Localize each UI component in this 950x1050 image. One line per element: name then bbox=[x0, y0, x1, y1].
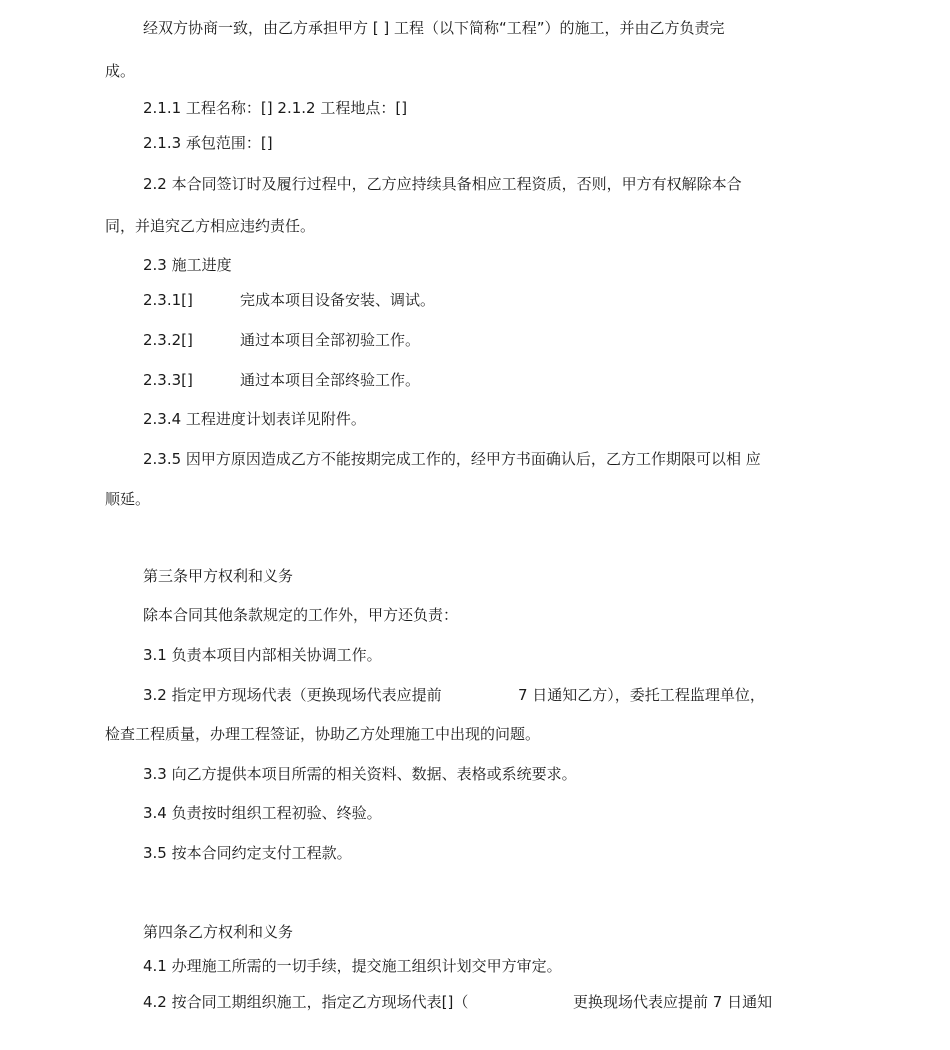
paragraph-intro-line1: 经双方协商一致，由乙方承担甲方 [ ] 工程（以下简称“工程”）的施工，并由乙方负责完 bbox=[143, 19, 725, 37]
clause-3-3: 3.3 向乙方提供本项目所需的相关资料、数据、表格或系统要求。 bbox=[143, 765, 577, 783]
clause-text-part1: 4.2 按合同工期组织施工，指定乙方现场代表[]（ bbox=[143, 993, 469, 1011]
clause-2-3-heading: 2.3 施工进度 bbox=[143, 256, 232, 274]
clause-2-1-1: 2.1.1 工程名称：[] 2.1.2 工程地点：[] bbox=[143, 99, 408, 117]
clause-text-part2: 7 日通知乙方），委托工程监理单位， bbox=[518, 686, 765, 704]
paragraph-intro-line2: 成。 bbox=[105, 62, 136, 80]
clause-2-3-5-line2: 顺延。 bbox=[105, 490, 151, 508]
clause-text: 通过本项目全部终验工作。 bbox=[240, 371, 421, 389]
clause-4-2 bbox=[143, 992, 772, 1012]
clause-2-3-3 bbox=[143, 370, 420, 390]
clause-4-1: 4.1 办理施工所需的一切手续，提交施工组织计划交甲方审定。 bbox=[143, 957, 562, 975]
clause-number: 2.3.3[] bbox=[143, 371, 193, 389]
clause-text: 完成本项目设备安装、调试。 bbox=[240, 291, 436, 309]
clause-number: 2.3.2[] bbox=[143, 331, 193, 349]
clause-2-3-5-line1: 2.3.5 因甲方原因造成乙方不能按期完成工作的，经甲方书面确认后，乙方工作期限可以相 应 bbox=[143, 450, 761, 468]
clause-2-3-2 bbox=[143, 330, 420, 350]
clause-2-1-3: 2.1.3 承包范围：[] bbox=[143, 134, 273, 152]
clause-3-5: 3.5 按本合同约定支付工程款。 bbox=[143, 844, 352, 862]
clause-3-4: 3.4 负责按时组织工程初验、终验。 bbox=[143, 804, 382, 822]
clause-3-1: 3.1 负责本项目内部相关协调工作。 bbox=[143, 646, 382, 664]
clause-2-3-1 bbox=[143, 290, 435, 310]
article-4-title: 第四条乙方权利和义务 bbox=[143, 923, 294, 941]
clause-2-3-4: 2.3.4 工程进度计划表详见附件。 bbox=[143, 410, 366, 428]
clause-2-2-line1: 2.2 本合同签订时及履行过程中，乙方应持续具备相应工程资质，否则，甲方有权解除本合 bbox=[143, 175, 742, 193]
clause-text-part2: 更换现场代表应提前 7 日通知 bbox=[573, 993, 773, 1011]
article-3-title: 第三条甲方权利和义务 bbox=[143, 567, 294, 585]
clause-3-2-line1 bbox=[143, 685, 765, 705]
article-3-intro: 除本合同其他条款规定的工作外，甲方还负责： bbox=[143, 606, 459, 624]
clause-3-2-line2: 检查工程质量，办理工程签证，协助乙方处理施工中出现的问题。 bbox=[105, 725, 541, 743]
clause-2-2-line2: 同，并追究乙方相应违约责任。 bbox=[105, 217, 316, 235]
clause-number: 2.3.1[] bbox=[143, 291, 193, 309]
clause-text-part1: 3.2 指定甲方现场代表（更换现场代表应提前 bbox=[143, 686, 442, 704]
clause-text: 通过本项目全部初验工作。 bbox=[240, 331, 421, 349]
